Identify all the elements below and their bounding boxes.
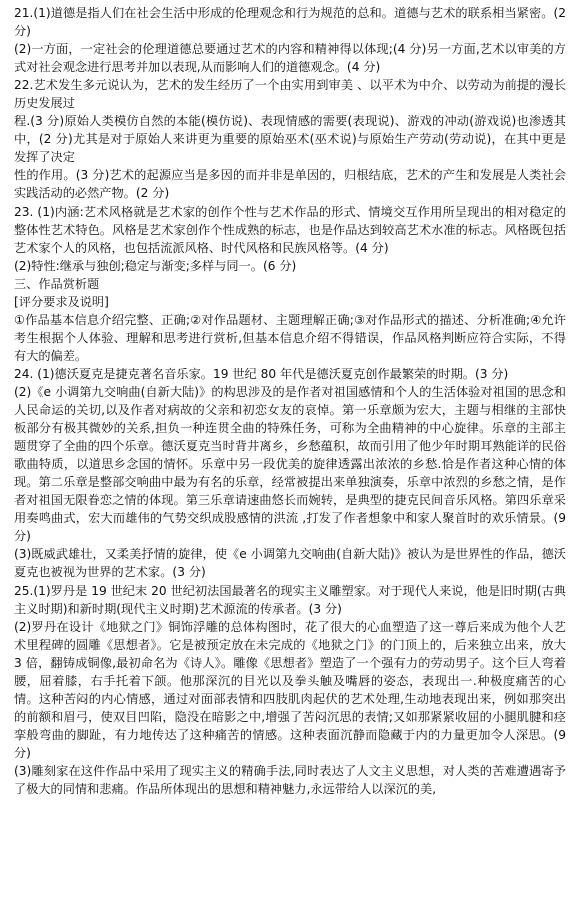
answer-22-part-3: 性的作用。(3 分)艺术的起源应当是多因的而并非是单因的，归根结底，艺术的产生和发展是人类社会实践活动的必然产物。(2 分) [14,168,566,201]
answer-23-part-2: (2)特性:继承与独创;稳定与渐变;多样与同一。(6 分) [14,258,297,273]
answer-22-part-1: 22.艺术发生多元说认为，艺术的发生经历了一个由实用到审美 、以平术为中介、以劳动为前提的漫长历史发展过 [14,78,566,111]
answer-25-part-3: (3)雕刻家在这件作品中采用了现实主义的精确手法,同时表达了人文主义思想，对人类的苦难遭遇寄予了极大的同情和悲痛。作品所体现出的思想和精神魅力,永远带给人以深沉的美, [14,763,566,797]
answer-24-part-1: 24. (1)德沃夏克是捷克著名音乐家。19 世纪 80 年代是德沃夏克创作最繁荣的时期。(3 分) [14,366,509,381]
answer-25-part-1: 25.(1)罗丹是 19 世纪末 20 世纪初法国最著名的现实主义雕塑家。对于现代人来说，他是旧时期(古典主义时期)和新时期(现代主义时期)艺术源流的传承者。(3 分) [14,583,566,616]
grading-heading: [评分要求及说明] [14,294,109,309]
answer-24-part-2: (2)《e 小调第九交响曲(自新大陆)》的构思涉及的是作者对祖国感情和个人的生活体验对祖国的思念和人民命运的关切,以及作者对病故的父亲和初恋女友的哀悼。第一乐章颇为宏大，主题与相继的主部快板部分有极其微妙的关系,担负一种连贯全曲的特殊任务，可称为全曲精神的中心旋律。乐章的主部主题贯穿了全曲的四个乐章。德沃夏克当时背井离乡，乡愁蕴积，故而引用了他少年时期耳熟能详的民俗歌曲特质，以道思乡念国的情怀。乐章中另一段优美的旋律透露出浓浓的乡愁.恰是作者这种心情的体现。第二乐章是整部交响曲中最为有名的乐章，经常被提出来单独演奏，乐章中浓烈的乡愁之情，是作者对祖国无限眷恋之情的体现。第三乐章请速曲悠长而婉转，是典型的捷克民间音乐风格。第四乐章采用奏鸣曲式，宏大而雄伟的气势交织成股感情的洪流 ,打发了作者想象中和家人聚首时的欢乐情景。(9 分) [14,384,566,544]
answer-21-part-1: 21.(1)道德是指人们在社会生活中形成的伦理观念和行为规范的总和。道德与艺术的联系相当紧密。(2 分) [14,6,566,39]
answer-document [14,4,566,798]
answer-25-part-2: (2)罗丹在设计《地狱之门》铜饰浮雕的总体构图时，花了很大的心血塑造了这一尊后来成为他个人艺术里程碑的圆雕《思想者》。它是被预定放在未完成的《地狱之门》的门顶上的，后来独立出来，放大 3 倍，翻铸成铜像,最初命名为《诗人》。雕像《思想者》塑造了一个强有力的劳动男子。这个巨人弯着腰，屈着膝，右手托着下颌。他那深沉的目光以及拳头触及嘴唇的姿态，表现出一.种极度痛苦的心情。这种苦闷的内心情感，通过对面部表情和四肢肌肉起伏的艺术处理,生动地表现出来，例如那突出的前额和眉弓，使双目凹陷，隐没在暗影之中,增强了苦闷沉思的表情;又如那紧紧收屈的小腿肌腱和痉挛般弯曲的脚趾，有力地传达了这种痛苦的情感。这种表面沉静而隐藏于内的力量更加令人深思。(9 分) [14,619,566,760]
answer-22-part-2: 程.(3 分)原始人类模仿自然的本能(模仿说)、表现情感的需要(表现说)、游戏的冲动(游戏说)也渗透其中，(2 分)尤其是对于原始人来讲更为重要的原始巫术(巫术说)与原始生产劳动(劳动说)，在其中更是发挥了决定 [14,114,566,165]
answer-24-part-3: (3)既威武雄壮，又柔美抒情的旋律，使《e 小调第九交响曲(自新大陆)》被认为是世界性的作品，德沃夏克也被视为世界的艺术家。(3 分) [14,547,566,580]
section-heading: 三、作品赏析题 [14,276,100,291]
grading-criteria: ①作品基本信息介绍完整、正确;②对作品题材、主题理解正确;③对作品形式的描述、分析准确;④允许考生根据个人体验、理解和思考进行赏析,但基本信息介绍不得错误，作品风格判断应符合实际，不得有大的偏差。 [14,312,566,363]
answer-23-part-1: 23. (1)内涵:艺术风格就是艺术家的创作个性与艺术作品的形式、情境交互作用所呈现出的相对稳定的整体性艺术特色。风格是艺术家创作个性成熟的标志，也是作品达到较高艺术水准的标志。风格既包括艺术家个人的风格，也包括流派风格、时代风格和民族风格等。(4 分) [14,204,566,255]
answer-21-part-2: (2)一方面，一定社会的伦理道德总要通过艺术的内容和精神得以体现;(4 分)另一方面,艺术以审美的方式对社会观念进行思考并加以表现,从而影响人们的道德观念。(4 分) [14,42,566,75]
